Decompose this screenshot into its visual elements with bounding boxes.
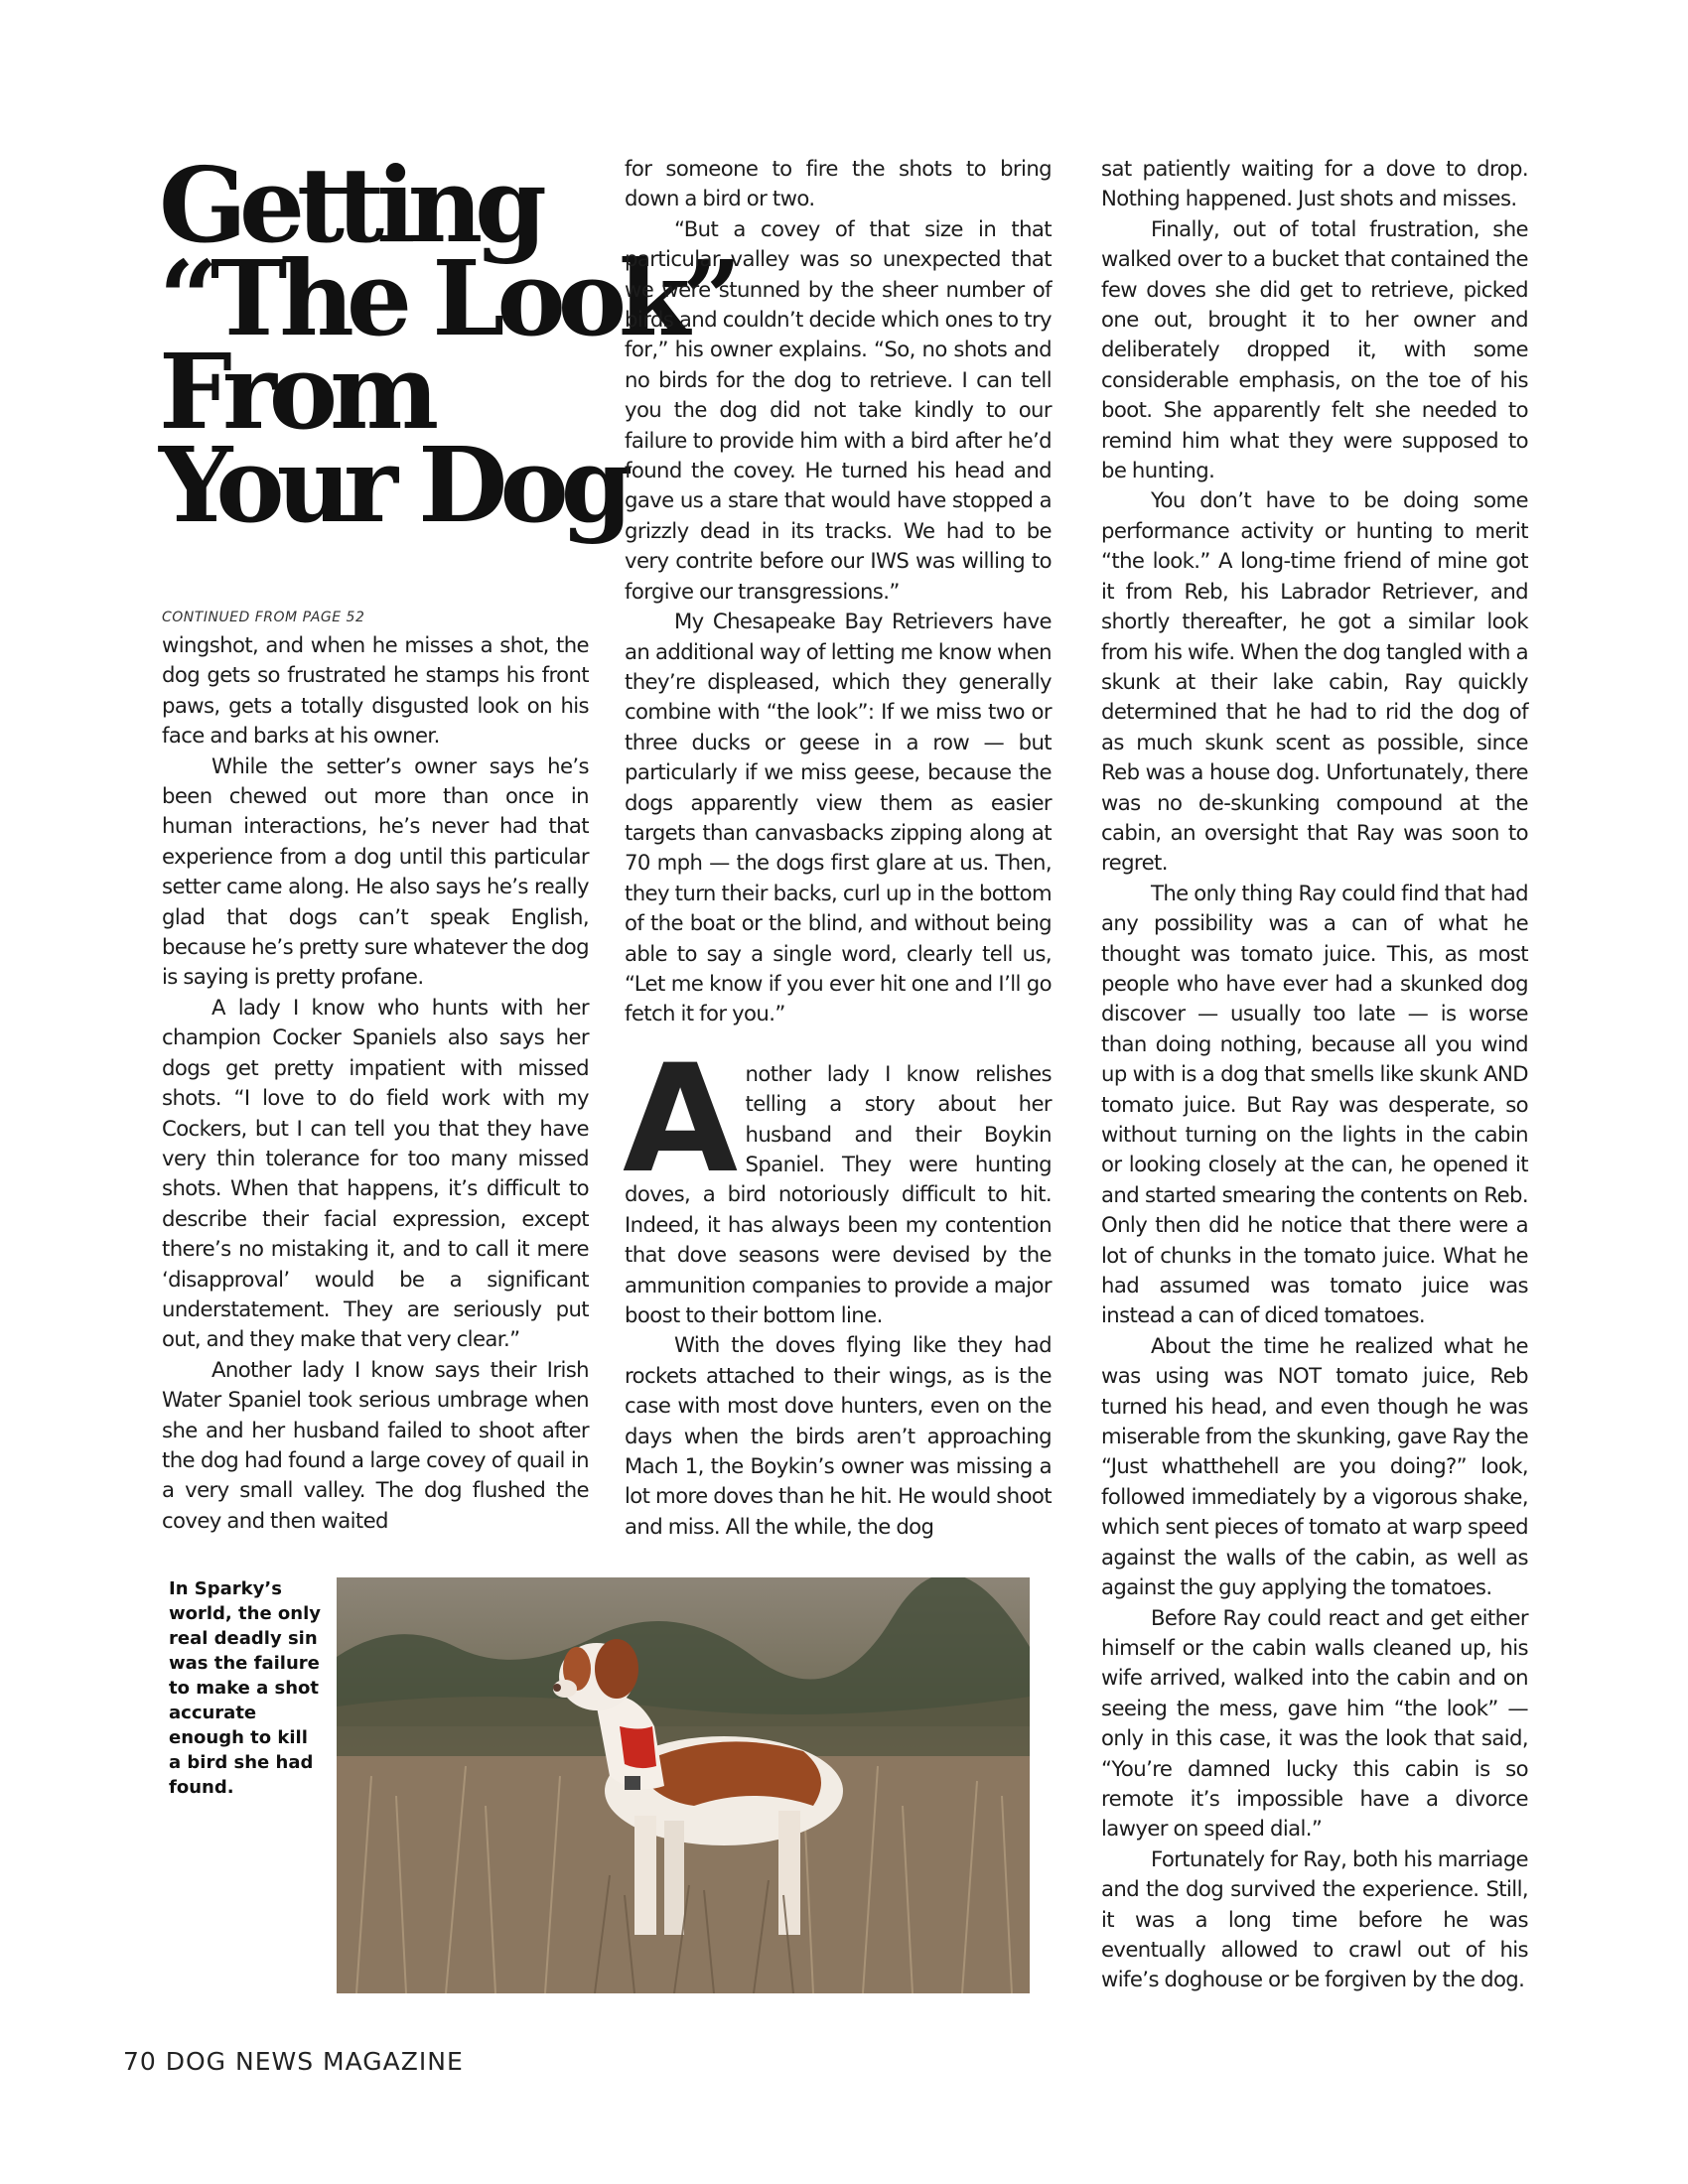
headline	[159, 144, 734, 546]
headline-line-1: Getting	[159, 144, 539, 266]
paragraph: “But a covey of that size in that particular valley was so unexpected that we were stunned by the sheer number of birds and couldn’t decide which ones to try for,” his owner explains. “So, no shots and no birds for the dog to retrieve. I can tell you the dog did not take kindly to our failure to provide him with a bird after he’d found the covey. He turned his head and gave us a stare that would have stopped a grizzly dead in its tracks. We had to be very contrite before our IWS was willing to forgive our transgressions.”	[625, 215, 1052, 604]
paragraph: The only thing Ray could find that had any possibility was a can of what he thought was tomato juice. This, as most people who have ever had a skunked dog discover — usually too late — is worse than doing nothing, because all you wind up with is a dog that smells like skunk AND tomato juice. But Ray was desperate, so without turning on the lights in the cabin or looking closely at the can, he opened it and started smearing the contents on Reb. Only then did he notice that there were a lot of chunks in the tomato juice. What he had assumed was tomato juice was instead a can of diced tomatoes.	[1101, 880, 1528, 1328]
paragraph: Finally, out of total frustration, she walked over to a bucket that contained the few doves she did get to retrieve, picked one out, brought it to her owner and deliberately dropped it, with some considerable emphasis, on the toe of his boot. She apparently felt she needed to remind him what they were supposed to be hunting.	[1101, 215, 1528, 483]
paragraph: A lady I know who hunts with her champion Cocker Spaniels also says her dogs get pretty impatient with missed shots. “I love to do field work with my Cockers, but I can tell you that they have very thin tolerance for too many missed shots. When that happens, it’s difficult to describe their facial expression, except there’s no mistaking it, and to call it mere ‘disapproval’ would be a significant understatement. They are seriously put out, and they make that very clear.”	[162, 994, 589, 1352]
dog-photo	[337, 1577, 1030, 1993]
headline-line-2: “The Look”	[159, 237, 734, 359]
article-column-3	[1101, 154, 1528, 1995]
paragraph-with-dropcap	[623, 1032, 1052, 1331]
article-column-2	[625, 154, 1052, 1542]
paragraph: wingshot, and when he misses a shot, the dog gets so frustrated he stamps his front paws, gets a totally disgusted look on his face and barks at his owner.	[162, 632, 589, 749]
paragraph: About the time he realized what he was using was NOT tomato juice, Reb turned his head, and even though he was miserable from the skunking, gave Ray the “Just whatthehell are you doing?” look, followed immediately by a vigorous shake, which sent pieces of tomato at warp speed against the walls of the cabin, as well as against the guy applying the tomatoes.	[1101, 1332, 1528, 1600]
paragraph: Fortunately for Ray, both his marriage and the dog survived the experience. Still, it was a long time before he was eventually allowed to crawl out of his wife’s doghouse or be forgiven by the dog.	[1101, 1845, 1528, 1992]
paragraph: With the doves flying like they had rockets attached to their wings, as is the case with most dove hunters, even on the days when the birds aren’t approaching Mach 1, the Boykin’s owner was missing a lot more doves than he hit. He would shoot and miss. All the while, the dog	[625, 1332, 1052, 1539]
headline-line-4: Your Dog	[159, 424, 626, 546]
headline-line-3: From	[159, 331, 432, 453]
paragraph: for someone to fire the shots to bring down a bird or two.	[625, 156, 1052, 211]
paragraph: While the setter’s owner says he’s been chewed out more than once in human interactions, he’s never had that experience from a dog until this particular setter came along. He also says he’s really glad that dogs can’t speak English, because he’s pretty sure whatever the dog is saying is pretty profane.	[162, 752, 589, 990]
paragraph: sat patiently waiting for a dove to drop. Nothing happened. Just shots and misses.	[1101, 156, 1528, 211]
page-footer: 70 DOG NEWS MAGAZINE	[123, 2047, 464, 2076]
article-column-1	[162, 630, 589, 1536]
paragraph: Another lady I know says their Irish Water Spaniel took serious umbrage when she and her husband failed to shoot after the dog had found a large covey of quail in a very small valley. The dog flushed the covey and then waited	[162, 1356, 589, 1533]
continued-note: CONTINUED FROM PAGE 52	[162, 610, 365, 625]
drop-cap: A	[623, 1032, 738, 1206]
paragraph: Before Ray could react and get either himself or the cabin walls cleaned up, his wife arrived, walked into the cabin and on seeing the mess, gave him “the look” — only in this case, it was the look that said, “You’re damned lucky this cabin is so remote it’s impossible have a divorce lawyer on speed dial.”	[1101, 1604, 1528, 1842]
paragraph-text: nother lady I know relishes telling a story about her husband and their Boykin Spaniel. They were hunting doves, a bird notoriously difficult to hit. Indeed, it has always been my contention that dove seasons were devised by the ammunition companies to provide a major boost to their bottom line.	[625, 1060, 1052, 1328]
photo-caption: In Sparky’s world, the only real deadly sin was the failure to make a shot accurate enough to kill a bird she had found.	[169, 1578, 322, 1798]
paragraph: My Chesapeake Bay Retrievers have an additional way of letting me know when they’re displeased, which they generally combine with “the look”: If we miss two or three ducks or geese in a row — but particularly if we miss geese, because the dogs apparently view them as easier targets than canvasbacks zipping along at 70 mph — the dogs first glare at us. Then, they turn their backs, curl up in the bottom of the boat or the blind, and without being able to say a single word, clearly tell us, “Let me know if you ever hit one and I’ll go fetch it for you.”	[625, 609, 1052, 1026]
paragraph: You don’t have to be doing some performance activity or hunting to merit “the look.” A long-time friend of mine got it from Reb, his Labrador Retriever, and shortly thereafter, he got a similar look from his wife. When the dog tangled with a skunk at their lake cabin, Ray quickly determined that he had to rid the dog of as much skunk scent as possible, since Reb was a house dog. Unfortunately, there was no de-skunking compound at the cabin, an oversight that Ray was soon to regret.	[1101, 487, 1528, 876]
